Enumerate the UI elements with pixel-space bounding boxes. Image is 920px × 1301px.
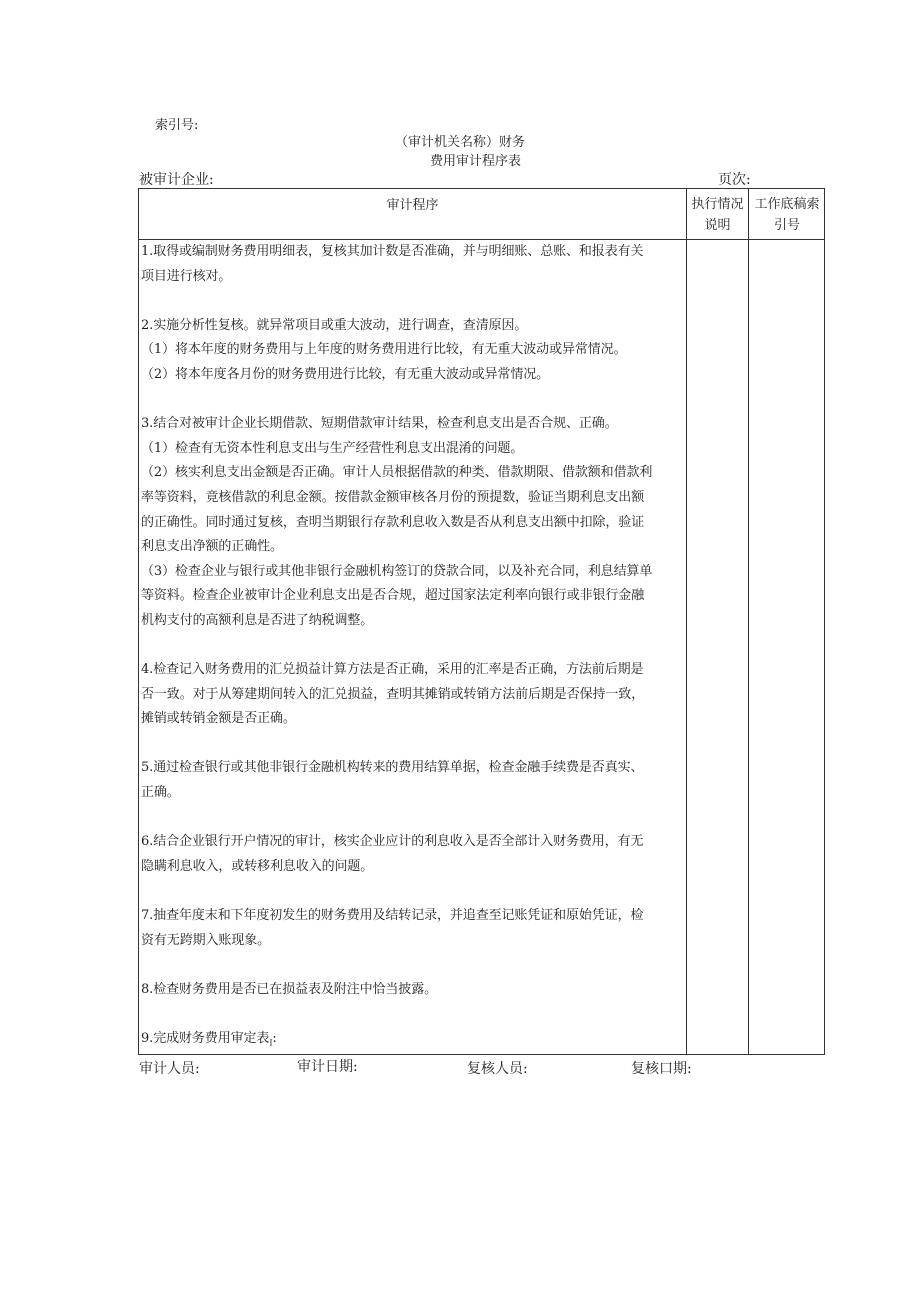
procedure-line xyxy=(141,511,685,536)
procedure-line-text: 6.结合企业银行开户情况的审计，核实企业应计的利息收入是否全部计入财务费用，有无 xyxy=(141,834,644,850)
procedure-line xyxy=(141,240,685,265)
column-header-procedure: 审计程序 xyxy=(386,198,439,213)
audited-company-label: 被审计企业: xyxy=(139,172,214,188)
procedure-line xyxy=(141,683,685,708)
procedure-line-text: 5.通过检查银行或其他非银行金融机构转来的费用结算单据，检查金融手续费是否真实、 xyxy=(141,760,644,776)
procedure-line-text: 否一致。对于从筹建期间转入的汇兑损益，查明其摊销或转销方法前后期是否保持一致， xyxy=(141,686,645,702)
column-header-execution-line2: 说明 xyxy=(704,218,731,233)
blank-line xyxy=(141,806,685,831)
column-header-execution xyxy=(687,194,748,236)
review-date-label: 复核口期: xyxy=(631,1061,692,1077)
procedure-line xyxy=(141,461,685,486)
page-number-label: 页次: xyxy=(718,172,751,188)
procedure-line xyxy=(141,609,685,634)
column-header-workpaper-ref xyxy=(749,194,825,236)
procedure-line xyxy=(141,412,685,437)
audit-date-label: 审计日期: xyxy=(297,1059,358,1075)
procedure-line xyxy=(141,486,685,511)
procedure-line-text: 9.完成财务费用审定表 xyxy=(141,1031,270,1046)
procedure-line xyxy=(141,855,685,880)
procedure-line-text: 1.取得或编制财务费用明细表，复核其加计数是否准确，并与明细账、总账、和报表有关 xyxy=(141,244,644,259)
procedure-line-text: 隐瞒利息收入，或转移利息收入的问题。 xyxy=(141,858,374,874)
title-line-2: 费用审计程序表 xyxy=(430,154,522,169)
procedure-line-text: 2.实施分析性复核。就异常项目或重大波动，进行调查，查清原因。 xyxy=(141,317,528,333)
procedure-line xyxy=(141,437,685,462)
colon: : xyxy=(272,1031,277,1046)
procedure-line-text: 正确。 xyxy=(141,785,180,801)
procedure-line-text: 机构支付的高额利息是否进了纳税调整。 xyxy=(141,612,374,628)
column-header-execution-line1: 执行情况 xyxy=(691,197,744,212)
blank-line xyxy=(141,634,685,659)
procedure-line-text: 的正确性。同时通过复核，查明当期银行存款利息收入数是否从利息支出额中扣除，验证 xyxy=(141,514,645,530)
procedure-line xyxy=(141,756,685,781)
procedure-line xyxy=(141,830,685,855)
workpaper-ref-cell xyxy=(749,240,825,1054)
procedure-line-text: 3.结合对被审计企业长期借款、短期借款审计结果，检查利息支出是否合规、正确。 xyxy=(141,416,618,432)
column-header-ref-line2: 引号 xyxy=(773,218,800,233)
audit-procedure-table xyxy=(138,188,825,1055)
procedure-line xyxy=(141,781,685,806)
blank-line xyxy=(141,1002,685,1027)
procedure-line-text: 摊销或转销金额是否正确。 xyxy=(141,711,296,727)
procedure-line-text: （1）将本年度的财务费用与上年度的财务费用进行比较，有无重大波动或异常情况。 xyxy=(141,342,627,358)
procedure-line-text: （1）检查有无资本性利息支出与生产经营性利息支出混淆的问题。 xyxy=(141,440,524,456)
reviewer-label: 复核人员: xyxy=(467,1061,528,1077)
blank-line xyxy=(141,953,685,978)
procedure-line xyxy=(141,929,685,954)
procedure-line xyxy=(141,904,685,929)
procedure-line xyxy=(141,265,685,290)
blank-line xyxy=(141,879,685,904)
procedure-line xyxy=(141,978,685,1003)
procedure-line-text: 率等资料，竟核借款的利息金额。按借款金额审核各月份的预提数，验证当期利息支出额 xyxy=(141,489,645,505)
blank-line xyxy=(141,732,685,757)
procedure-line xyxy=(141,584,685,609)
procedure-line xyxy=(141,1027,685,1056)
procedure-content xyxy=(141,240,685,1056)
procedure-line xyxy=(141,535,685,560)
footnote-mark: I xyxy=(269,1038,273,1048)
procedure-line-text: （2）将本年度各月份的财务费用进行比较，有无重大波动或异常情况。 xyxy=(141,366,550,382)
index-number-label: 索引号: xyxy=(155,118,199,133)
procedure-line-text: 等资料。检查企业被审计企业利息支出是否合规，超过国家法定利率向银行或非银行金融 xyxy=(141,588,645,604)
blank-line xyxy=(141,388,685,413)
procedure-line xyxy=(141,363,685,388)
procedure-line-text: 资有无跨期入账现象。 xyxy=(141,932,271,948)
procedure-line-text: 项目进行核对。 xyxy=(141,268,232,284)
procedure-line xyxy=(141,560,685,585)
procedure-line xyxy=(141,658,685,683)
auditor-label: 审计人员: xyxy=(139,1061,200,1077)
column-header-ref-line1: 工作底稿索 xyxy=(754,197,820,212)
procedure-line xyxy=(141,338,685,363)
procedure-line-text: 8.检查财务费用是否已在损益表及附注中恰当披露。 xyxy=(141,981,438,997)
title-line-1: （审计机关名称）财务 xyxy=(395,135,526,150)
procedure-line-text: 4.检查记入财务费用的汇兑损益计算方法是否正确，采用的汇率是否正确，方法前后期是 xyxy=(141,662,644,678)
blank-line xyxy=(141,289,685,314)
procedure-line-text: 7.抽查年度末和下年度初发生的财务费用及结转记录，并追查至记账凭证和原始凭证，检 xyxy=(141,908,644,924)
procedure-line xyxy=(141,314,685,339)
procedure-line-text: （3）检查企业与银行或其他非银行金融机构签订的贷款合同，以及补充合同，利息结算单 xyxy=(141,563,653,579)
procedure-line-text: （2）核实利息支出金额是否正确。审计人员根据借款的种类、借款期限、借款额和借款利 xyxy=(141,465,653,481)
procedure-line-text: 利息支出净额的正确性。 xyxy=(141,539,283,555)
procedure-line xyxy=(141,707,685,732)
execution-notes-cell xyxy=(687,240,748,1054)
